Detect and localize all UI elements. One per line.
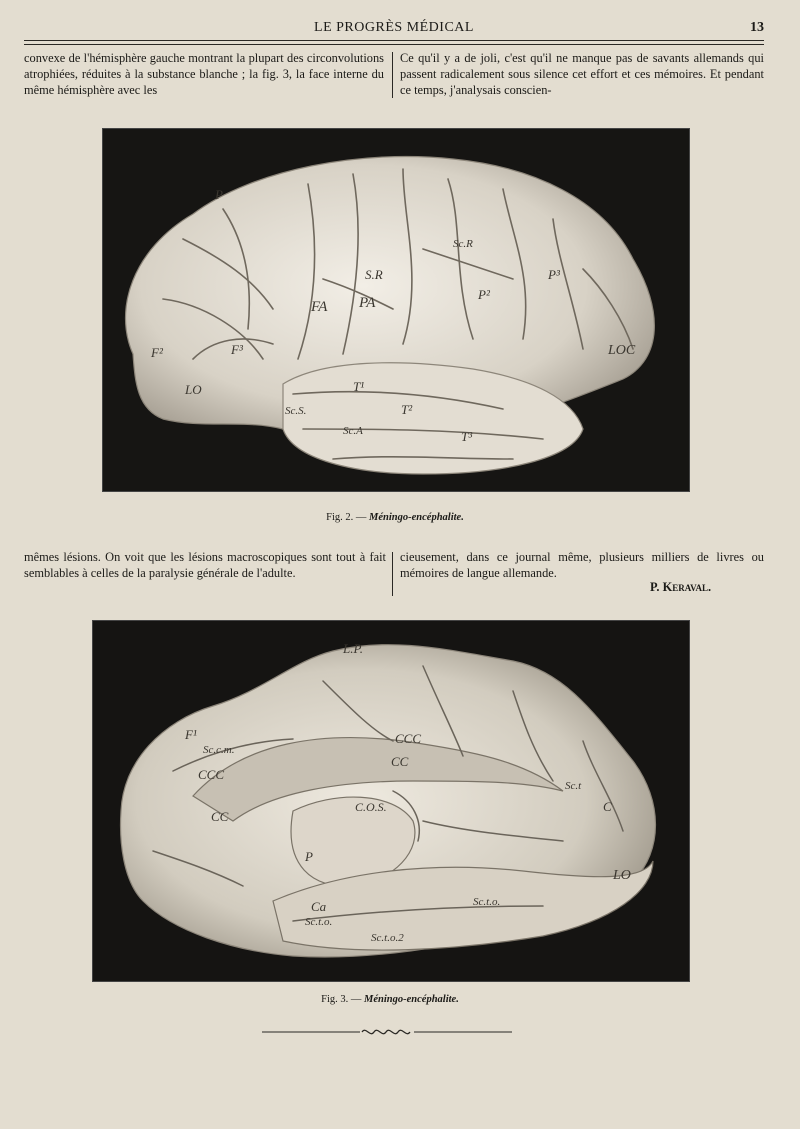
header-rule (24, 40, 764, 45)
figure-3-label: Sc.t (565, 780, 582, 792)
middle-right-paragraph: cieusement, dans ce journal même, plusieurs milliers de livres ou mémoires de langue allemande. (400, 550, 764, 580)
figure-2-label: P³ (548, 267, 560, 282)
top-right-column (400, 50, 764, 98)
figure-2-label: Sc.S. (285, 405, 307, 417)
figure-3-label: Sc.t.o. (305, 916, 333, 928)
figure-2-label: F³ (231, 342, 243, 357)
figure-3-caption-prefix: Fig. 3. — (321, 994, 362, 1005)
figure-2-label: P (215, 187, 223, 202)
middle-left-column (24, 549, 386, 581)
figure-2-label: Sc.A (343, 425, 363, 437)
figure-3-label: F¹ (185, 727, 197, 742)
figure-3-label: C.O.S. (355, 800, 387, 814)
figure-2-label: S.R (365, 267, 383, 282)
figure-3-caption (92, 994, 688, 1005)
figure-2-label: T¹ (353, 379, 365, 394)
author-signature: P. Keraval. (650, 580, 712, 594)
figure-2-photograph (102, 128, 690, 492)
figure-2-label: T³ (461, 429, 473, 444)
figure-2-label: T² (401, 402, 413, 417)
figure-3-label: CC (211, 809, 229, 824)
figure-3-label: CCC (395, 731, 422, 746)
figure-2-label: FA (311, 299, 328, 315)
journal-title: LE PROGRÈS MÉDICAL (314, 20, 474, 35)
brain-medial-view (93, 621, 689, 981)
brain-lateral-view (103, 129, 689, 491)
page-header (24, 18, 764, 40)
figure-2-label: LO (185, 382, 202, 397)
figure-2-label: PA (359, 295, 376, 311)
decorative-rule (262, 1024, 512, 1040)
figure-3-label: CCC (198, 767, 225, 782)
figure-3-label: Sc.t.o. (473, 896, 501, 908)
figure-3-label: P (305, 849, 313, 864)
figure-3-label: CC (391, 754, 409, 769)
middle-right-column (400, 549, 764, 581)
figure-2-caption (102, 512, 688, 523)
figure-2-label: LOC (608, 343, 636, 358)
top-left-column (24, 50, 384, 98)
figure-3-label: C (603, 799, 612, 814)
figure-3-label: Sc.t.o.2 (371, 932, 404, 944)
figure-2-caption-title: Méningo-encéphalite. (369, 512, 464, 523)
figure-3-label: L.P. (343, 641, 363, 656)
top-right-paragraph: Ce qu'il y a de joli, c'est qu'il ne manque pas de savants allemands qui passent radicalement sous silence cet effort et ces mémoires. Et pendant ce temps, j'analysais conscien- (400, 51, 764, 97)
figure-3-label: Ca (311, 899, 327, 914)
figure-2-label: Sc.R (453, 238, 473, 250)
figure-2-label: F² (151, 345, 163, 360)
figure-3-label: Sc.c.m. (203, 744, 235, 756)
figure-3-label: LO (613, 868, 631, 883)
figure-3-photograph (92, 620, 690, 982)
column-separator (392, 52, 393, 98)
column-separator (392, 552, 393, 596)
figure-2-caption-prefix: Fig. 2. — (326, 512, 367, 523)
figure-2-label: P² (478, 287, 490, 302)
figure-3-caption-title: Méningo-encéphalite. (364, 994, 459, 1005)
middle-left-paragraph: mêmes lésions. On voit que les lésions macroscopiques sont tout à fait semblables à celles de la paralysie générale de l'adulte. (24, 550, 386, 580)
top-left-paragraph: convexe de l'hémisphère gauche montrant la plupart des circonvolutions atrophiées, réduites à la substance blanche ; la fig. 3, la face interne du même hémisphère avec les (24, 51, 384, 97)
page-number: 13 (750, 20, 764, 35)
